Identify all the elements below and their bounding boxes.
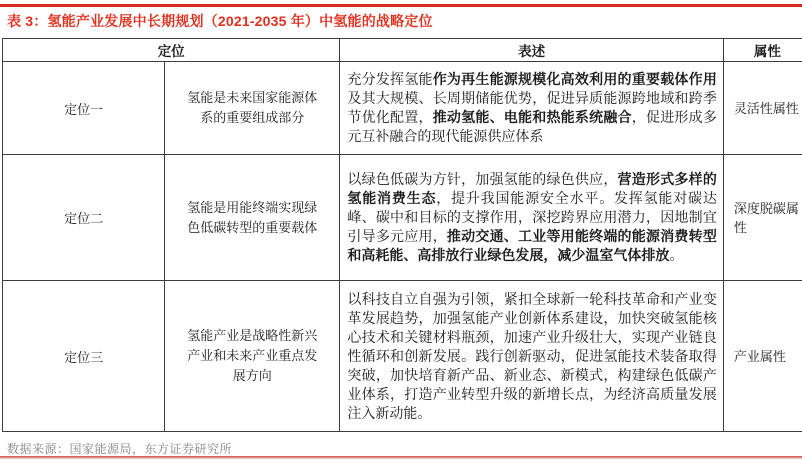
position-1-label: 定位一 bbox=[3, 62, 165, 155]
description-emphasis: 推动交通、工业等用能终端的能源消费转型和高耗能、高排放行业绿色发展，减少温室气体排放 bbox=[347, 228, 717, 263]
column-header-attribute: 属性 bbox=[723, 39, 802, 62]
position-3-text: 氢能产业是战略性新兴产业和未来产业重点发展方向 bbox=[165, 281, 340, 432]
position-3-description bbox=[340, 281, 723, 432]
description-emphasis: 营造形式多样的氢能消费生态 bbox=[347, 171, 717, 206]
description-text-segment: 充分发挥氢能 bbox=[347, 71, 433, 87]
position-1-text: 氢能是未来国家能源体系的重要组成部分 bbox=[165, 62, 340, 155]
table-row-position-1 bbox=[3, 62, 802, 155]
description-emphasis: 推动氢能、电能和热能系统融合 bbox=[432, 109, 632, 125]
data-source-note: 数据来源：国家能源局，东方证券研究所 bbox=[7, 442, 233, 456]
position-1-attribute: 灵活性属性 bbox=[723, 62, 802, 155]
position-2-attribute: 深度脱碳属性 bbox=[723, 155, 802, 281]
table-row-position-2 bbox=[3, 155, 802, 281]
description-text-segment: 。 bbox=[669, 247, 684, 263]
position-3-label: 定位三 bbox=[3, 281, 165, 432]
strategy-table bbox=[2, 38, 802, 432]
position-2-label: 定位二 bbox=[3, 155, 165, 281]
description-text-segment: 以绿色低碳为方针，加强氢能的绿色供应， bbox=[347, 171, 618, 187]
description-text-segment: ，提升我国能源安全水平。发挥氢能对碳达峰、碳中和目标的支撑作用，深挖跨界应用潜力，因地制宜引导多元应用， bbox=[347, 190, 717, 244]
table-row-position-3 bbox=[3, 281, 802, 432]
description-text-segment: 以科技自立自强为引领，紧扣全球新一轮科技革命和产业变革发展趋势，加强氢能产业创新体系建设，加快突破氢能核心技术和关键材料瓶颈，加速产业升级壮大，实现产业链良性循环和创新发展。践行创新驱动，促进氢能技术装备取得突破，加快培育新产品、新业态、新模式，构建绿色低碳产业体系，打造产业转型升级的新增长点，为经济高质量发展注入新动能。 bbox=[347, 290, 717, 421]
table-title: 表 3：氢能产业发展中长期规划（2021-2035 年）中氢能的战略定位 bbox=[7, 13, 433, 29]
bottom-divider bbox=[0, 456, 802, 459]
table-header-row bbox=[3, 39, 802, 62]
position-3-attribute: 产业属性 bbox=[723, 281, 802, 432]
description-text-segment: 及其大规模、长周期储能优势，促进异质能源跨地域和跨季节优化配置， bbox=[347, 90, 717, 125]
column-header-description: 表述 bbox=[340, 39, 723, 62]
top-divider bbox=[0, 4, 802, 7]
position-1-description bbox=[340, 62, 723, 155]
column-header-position: 定位 bbox=[3, 39, 340, 62]
position-2-text: 氢能是用能终端实现绿色低碳转型的重要载体 bbox=[165, 155, 340, 281]
position-2-description bbox=[340, 155, 723, 281]
description-emphasis: 作为再生能源规模化高效利用的重要载体作用 bbox=[432, 71, 717, 87]
description-text-segment: ，促进形成多元互补融合的现代能源供应体系 bbox=[347, 109, 717, 144]
